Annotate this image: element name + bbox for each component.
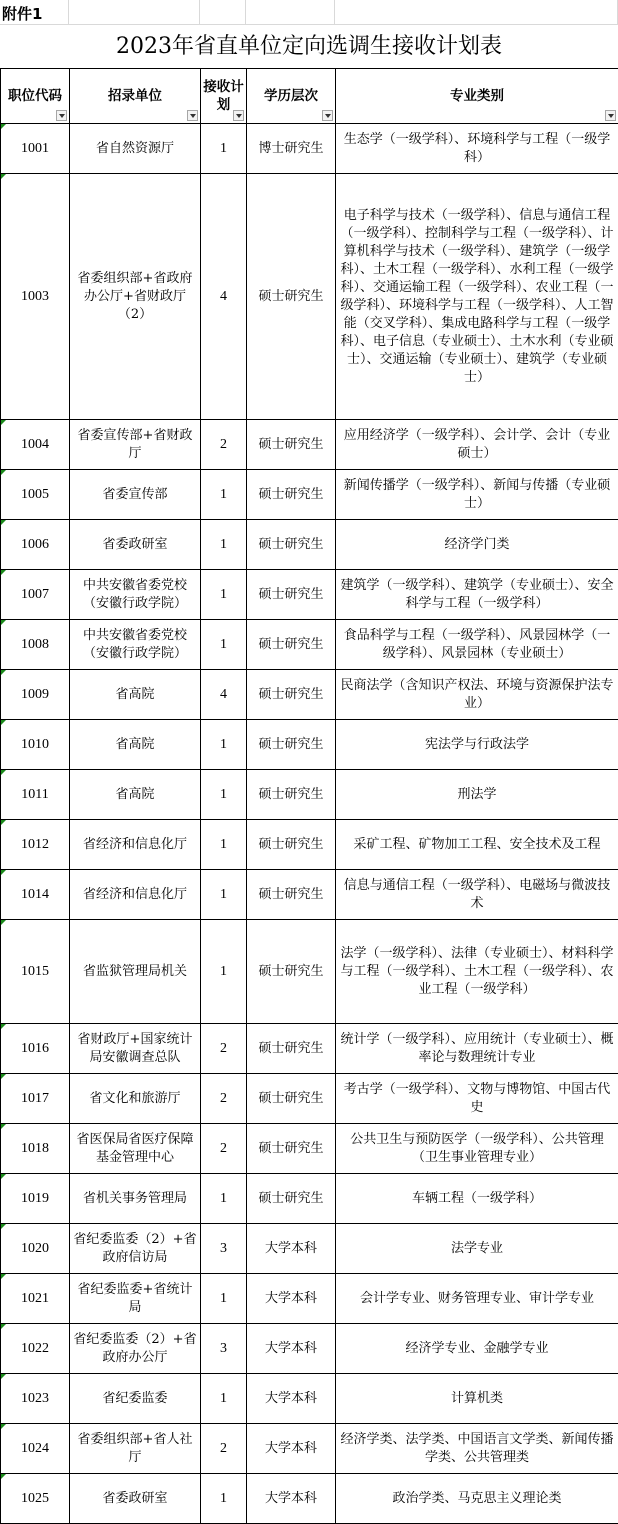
row-code[interactable]: 1016 [1,1024,70,1074]
table-row[interactable] [1,1224,618,1274]
row-plan[interactable]: 2 [201,1124,247,1174]
row-unit[interactable]: 省医保局省医疗保障基金管理中心 [70,1124,201,1174]
row-edu[interactable]: 硕士研究生 [247,770,336,820]
row-unit[interactable]: 省纪委监委 [70,1374,201,1424]
row-major[interactable]: 统计学（一级学科）、应用统计（专业硕士）、概率论与数理统计专业 [336,1024,618,1074]
table-row[interactable] [1,820,618,870]
row-major[interactable]: 应用经济学（一级学科）、会计学、会计（专业硕士） [336,420,618,470]
header-major: 专业类别 [336,69,618,124]
filter-dropdown-icon[interactable] [187,110,198,121]
table-row[interactable] [1,920,618,1024]
header-code: 职位代码 [1,69,70,124]
table-row[interactable] [1,1474,618,1524]
row-edu[interactable]: 硕士研究生 [247,720,336,770]
row-plan[interactable]: 1 [201,720,247,770]
row-edu[interactable]: 大学本科 [247,1224,336,1274]
row-code[interactable]: 1012 [1,820,70,870]
header-edu: 学历层次 [247,69,336,124]
row-unit[interactable]: 省委政研室 [70,1474,201,1524]
row-plan[interactable]: 2 [201,1024,247,1074]
row-major[interactable]: 新闻传播学（一级学科）、新闻与传播（专业硕士） [336,470,618,520]
row-edu[interactable]: 硕士研究生 [247,470,336,520]
row-major[interactable]: 考古学（一级学科）、文物与博物馆、中国古代史 [336,1074,618,1124]
row-code[interactable]: 1024 [1,1424,70,1474]
row-plan[interactable]: 1 [201,620,247,670]
row-code[interactable]: 1004 [1,420,70,470]
row-plan[interactable]: 1 [201,470,247,520]
attachment-label: 附件1 [2,3,42,24]
row-unit[interactable]: 省高院 [70,670,201,720]
table-row[interactable] [1,1074,618,1124]
table-row[interactable] [1,1124,618,1174]
row-major[interactable]: 会计学专业、财务管理专业、审计学专业 [336,1274,618,1324]
row-code[interactable]: 1010 [1,720,70,770]
row-edu[interactable]: 硕士研究生 [247,620,336,670]
row-plan[interactable]: 1 [201,1374,247,1424]
row-unit[interactable]: 中共安徽省委党校（安徽行政学院） [70,570,201,620]
row-major[interactable]: 生态学（一级学科）、环境科学与工程（一级学科） [336,124,618,174]
table-row[interactable] [1,870,618,920]
row-code[interactable]: 1019 [1,1174,70,1224]
table-row[interactable] [1,1424,618,1474]
row-code[interactable]: 1007 [1,570,70,620]
grid-cell[interactable] [69,0,200,25]
table-row[interactable] [1,720,618,770]
row-code[interactable]: 1009 [1,670,70,720]
row-edu[interactable]: 大学本科 [247,1424,336,1474]
table-row[interactable] [1,670,618,720]
table-row[interactable] [1,1324,618,1374]
header-plan: 接收计划 [201,69,247,124]
row-unit[interactable]: 省文化和旅游厅 [70,1074,201,1124]
row-edu[interactable]: 硕士研究生 [247,174,336,420]
filter-dropdown-icon[interactable] [322,110,333,121]
row-unit[interactable]: 省委组织部+省人社厅 [70,1424,201,1474]
row-code[interactable]: 1022 [1,1324,70,1374]
row-plan[interactable]: 4 [201,670,247,720]
row-unit[interactable]: 省纪委监委（2）+省政府信访局 [70,1224,201,1274]
row-plan[interactable]: 1 [201,820,247,870]
row-plan[interactable]: 4 [201,174,247,420]
table-row[interactable] [1,620,618,670]
table-row[interactable] [1,1024,618,1074]
row-plan[interactable]: 1 [201,520,247,570]
row-major[interactable]: 经济学类、法学类、中国语言文学类、新闻传播学类、公共管理类 [336,1424,618,1474]
header-unit: 招录单位 [70,69,201,124]
table-row[interactable] [1,420,618,470]
row-edu[interactable]: 硕士研究生 [247,1024,336,1074]
grid-cell[interactable] [335,0,618,25]
row-unit[interactable]: 省高院 [70,770,201,820]
row-code[interactable]: 1025 [1,1474,70,1524]
row-edu[interactable]: 硕士研究生 [247,570,336,620]
row-code[interactable]: 1001 [1,124,70,174]
row-plan[interactable]: 2 [201,1424,247,1474]
row-major[interactable]: 民商法学（含知识产权法、环境与资源保护法专业） [336,670,618,720]
row-major[interactable]: 法学（一级学科）、法律（专业硕士）、材料科学与工程（一级学科）、土木工程（一级学科）、农业工程（一级学科） [336,920,618,1024]
row-edu[interactable]: 博士研究生 [247,124,336,174]
row-plan[interactable]: 2 [201,420,247,470]
row-unit[interactable]: 省委宣传部 [70,470,201,520]
row-plan[interactable]: 1 [201,1174,247,1224]
row-edu[interactable]: 硕士研究生 [247,1174,336,1224]
row-edu[interactable]: 硕士研究生 [247,1074,336,1124]
row-major[interactable]: 建筑学（一级学科）、建筑学（专业硕士）、安全科学与工程（一级学科） [336,570,618,620]
row-plan[interactable]: 1 [201,870,247,920]
row-code[interactable]: 1006 [1,520,70,570]
table-row[interactable] [1,470,618,520]
row-code[interactable]: 1021 [1,1274,70,1324]
row-edu[interactable]: 硕士研究生 [247,870,336,920]
row-edu[interactable]: 硕士研究生 [247,920,336,1024]
row-code[interactable]: 1003 [1,174,70,420]
row-plan[interactable]: 1 [201,770,247,820]
row-major[interactable]: 信息与通信工程（一级学科）、电磁场与微波技术 [336,870,618,920]
page-title: 2023年省直单位定向选调生接收计划表 [0,26,618,68]
row-major[interactable]: 公共卫生与预防医学（一级学科）、公共管理（卫生事业管理专业） [336,1124,618,1174]
table-row[interactable] [1,1274,618,1324]
row-plan[interactable]: 3 [201,1324,247,1374]
row-plan[interactable]: 1 [201,1274,247,1324]
row-major[interactable]: 食品科学与工程（一级学科）、风景园林学（一级学科）、风景园林（专业硕士） [336,620,618,670]
row-code[interactable]: 1018 [1,1124,70,1174]
row-unit[interactable]: 省经济和信息化厅 [70,820,201,870]
row-unit[interactable]: 省纪委监委+省统计局 [70,1274,201,1324]
top-grid-row [0,0,618,26]
table-row[interactable] [1,520,618,570]
table-row[interactable] [1,124,618,174]
row-major[interactable]: 计算机类 [336,1374,618,1424]
row-unit[interactable]: 省纪委监委（2）+省政府办公厅 [70,1324,201,1374]
row-edu[interactable]: 硕士研究生 [247,820,336,870]
row-unit[interactable]: 省委政研室 [70,520,201,570]
grid-cell[interactable] [246,0,335,25]
row-plan[interactable]: 1 [201,124,247,174]
row-unit[interactable]: 省委宣传部+省财政厅 [70,420,201,470]
row-major[interactable]: 经济学门类 [336,520,618,570]
table-row[interactable] [1,1374,618,1424]
row-major[interactable]: 电子科学与技术（一级学科）、信息与通信工程（一级学科）、控制科学与工程（一级学科）、计算机科学与技术（一级学科）、建筑学（一级学科）、土木工程（一级学科）、水利工程（一级学科）、交通运输工程（一级学科）、农业工程（一级学科）、环境科学与工程（一级学科）、人工智能（交叉学科）、集成电路科学与工程（一级学科）、电子信息（专业硕士）、土木水利（专业硕士）、交通运输（专业硕士）、建筑学（专业硕士） [336,174,618,420]
row-major[interactable]: 经济学专业、金融学专业 [336,1324,618,1374]
row-edu[interactable]: 硕士研究生 [247,520,336,570]
row-edu[interactable]: 硕士研究生 [247,420,336,470]
table-row[interactable] [1,570,618,620]
row-code[interactable]: 1017 [1,1074,70,1124]
row-unit[interactable]: 中共安徽省委党校（安徽行政学院） [70,620,201,670]
grid-cell[interactable] [200,0,246,25]
plan-table [0,68,618,1524]
row-plan[interactable]: 1 [201,1474,247,1524]
row-plan[interactable]: 1 [201,920,247,1024]
row-major[interactable]: 采矿工程、矿物加工工程、安全技术及工程 [336,820,618,870]
row-edu[interactable]: 大学本科 [247,1374,336,1424]
row-major[interactable]: 政治学类、马克思主义理论类 [336,1474,618,1524]
row-unit[interactable]: 省高院 [70,720,201,770]
row-plan[interactable]: 2 [201,1074,247,1124]
row-unit[interactable]: 省机关事务管理局 [70,1174,201,1224]
row-major[interactable]: 法学专业 [336,1224,618,1274]
row-edu[interactable]: 大学本科 [247,1274,336,1324]
row-edu[interactable]: 大学本科 [247,1474,336,1524]
filter-dropdown-icon[interactable] [605,110,616,121]
header-row [1,69,618,124]
row-code[interactable]: 1008 [1,620,70,670]
row-unit[interactable]: 省自然资源厅 [70,124,201,174]
row-edu[interactable]: 硕士研究生 [247,670,336,720]
row-major[interactable]: 宪法学与行政法学 [336,720,618,770]
table-row[interactable] [1,174,618,420]
row-code[interactable]: 1005 [1,470,70,520]
row-unit[interactable]: 省经济和信息化厅 [70,870,201,920]
row-code[interactable]: 1011 [1,770,70,820]
row-plan[interactable]: 3 [201,1224,247,1274]
filter-dropdown-icon[interactable] [233,110,244,121]
row-unit[interactable]: 省委组织部+省政府办公厅+省财政厅（2） [70,174,201,420]
row-code[interactable]: 1020 [1,1224,70,1274]
row-unit[interactable]: 省财政厅+国家统计局安徽调查总队 [70,1024,201,1074]
row-major[interactable]: 车辆工程（一级学科） [336,1174,618,1224]
row-code[interactable]: 1015 [1,920,70,1024]
filter-dropdown-icon[interactable] [56,110,67,121]
row-code[interactable]: 1023 [1,1374,70,1424]
table-row[interactable] [1,770,618,820]
row-edu[interactable]: 硕士研究生 [247,1124,336,1174]
row-code[interactable]: 1014 [1,870,70,920]
row-plan[interactable]: 1 [201,570,247,620]
row-unit[interactable]: 省监狱管理局机关 [70,920,201,1024]
row-major[interactable]: 刑法学 [336,770,618,820]
table-row[interactable] [1,1174,618,1224]
row-edu[interactable]: 大学本科 [247,1324,336,1374]
